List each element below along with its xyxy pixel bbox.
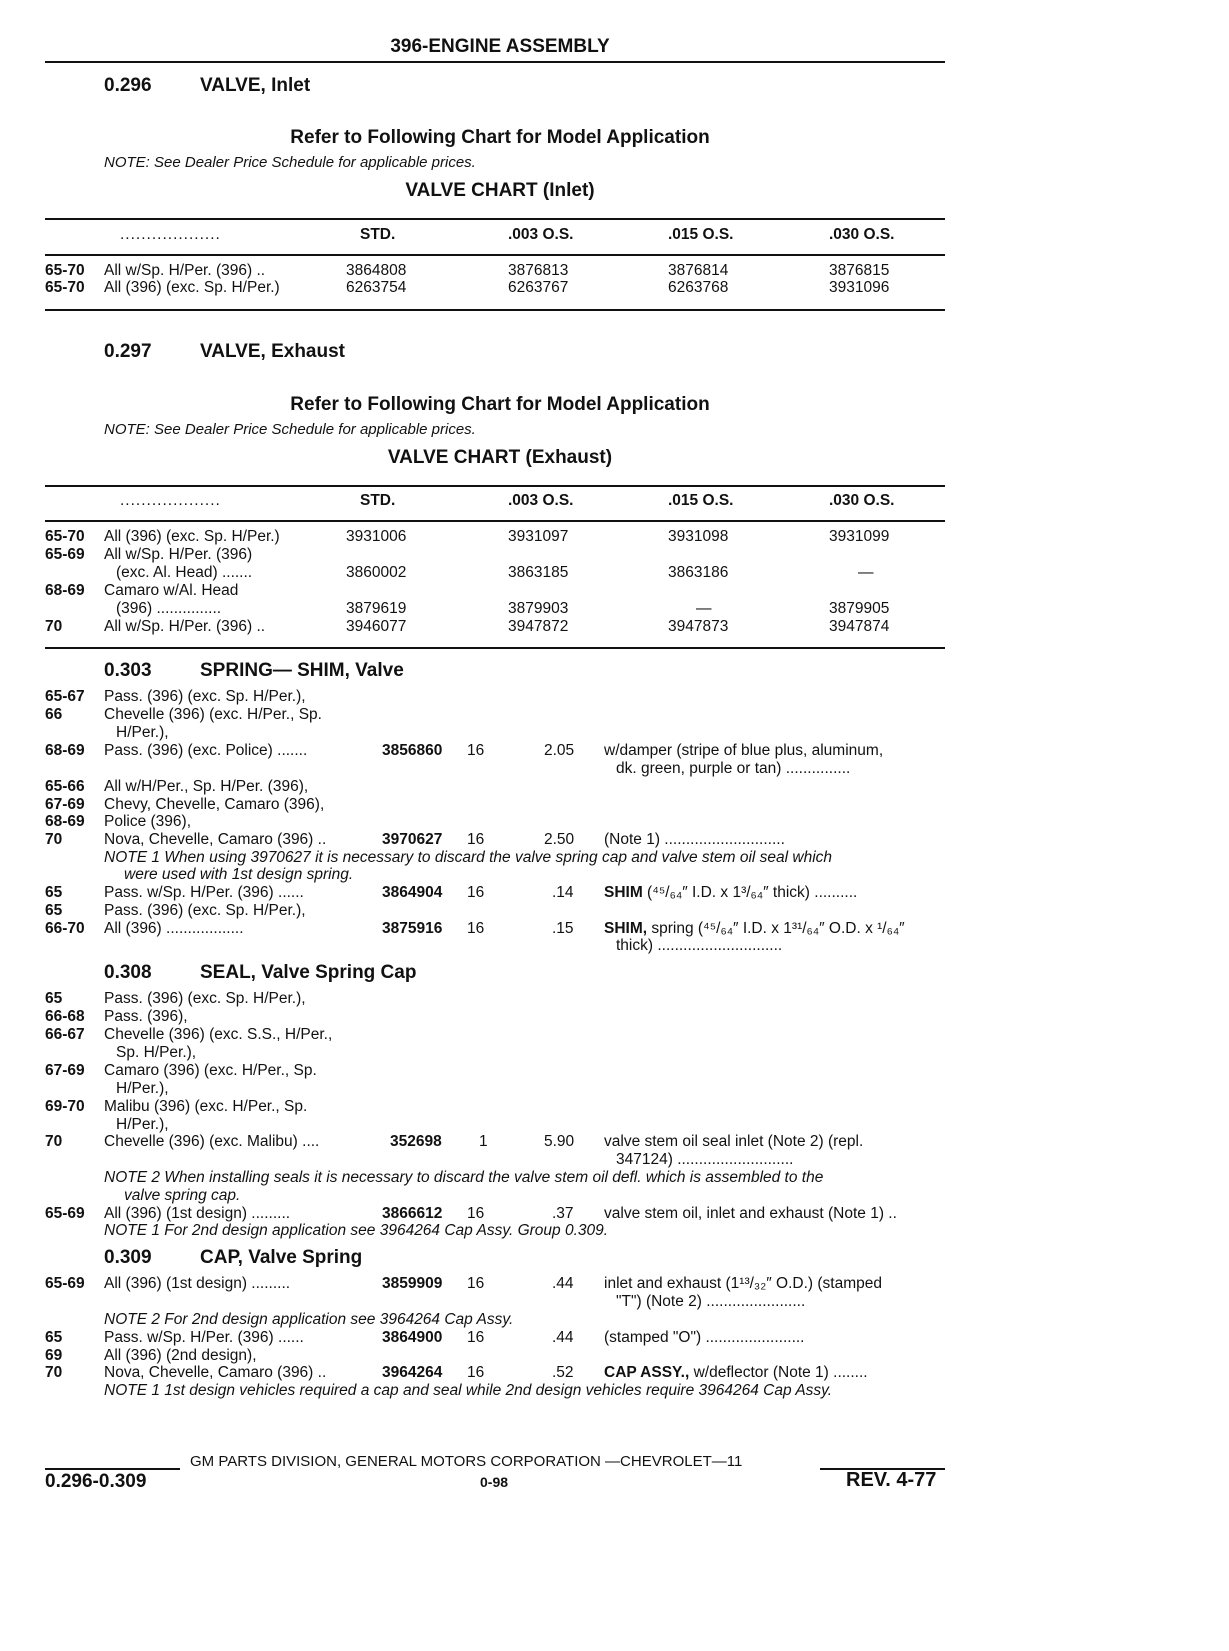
note-text: NOTE 1 1st design vehicles required a cap and seal while 2nd design vehicles require 3964264 Cap Assy. (104, 1382, 833, 1399)
row-015: 3876814 (668, 262, 729, 279)
row-desc: Pass. w/Sp. H/Per. (396) ...... (104, 1329, 304, 1346)
chart-bottom-rule (45, 647, 945, 649)
row-year: 65 (45, 884, 63, 901)
row-030: 3876815 (829, 262, 890, 279)
row-desc: Malibu (396) (exc. H/Per., Sp. (104, 1098, 308, 1115)
price: .14 (552, 884, 574, 901)
part-number: 3964264 (382, 1364, 443, 1381)
quantity: 16 (467, 742, 485, 759)
remarks-cont: thick) ............................. (616, 937, 783, 954)
chart-title-exhaust: VALVE CHART (Exhaust) (387, 447, 613, 468)
row-year: 65-70 (45, 262, 85, 279)
remarks-bold: CAP ASSY., (604, 1364, 690, 1381)
row-desc-cont: H/Per.), (116, 1080, 169, 1097)
part-number: 3864900 (382, 1329, 443, 1346)
note-296: NOTE: See Dealer Price Schedule for applicable prices. (104, 154, 476, 171)
row-year: 65-70 (45, 279, 85, 296)
page-header-title: 396-ENGINE ASSEMBLY (390, 36, 610, 57)
row-year: 65-69 (45, 546, 85, 563)
row-desc-cont: H/Per.), (116, 1116, 169, 1133)
chart-top-rule (45, 218, 945, 220)
quantity: 16 (467, 1364, 485, 1381)
section-number-297: 0.297 (104, 341, 152, 362)
row-desc: Chevy, Chevelle, Camaro (396), (104, 796, 325, 813)
row-015: — (696, 600, 712, 617)
col-header-015: .015 O.S. (668, 226, 734, 243)
section-number-308: 0.308 (104, 962, 152, 983)
quantity: 1 (479, 1133, 488, 1150)
row-desc: Chevelle (396) (exc. H/Per., Sp. (104, 706, 322, 723)
row-year: 65-69 (45, 1275, 85, 1292)
row-003: 6263767 (508, 279, 569, 296)
section-title-309: CAP, Valve Spring (200, 1247, 363, 1268)
col-header-030: .030 O.S. (829, 492, 895, 509)
row-desc: Pass. (396) (exc. Police) ....... (104, 742, 308, 759)
part-number: 3856860 (382, 742, 443, 759)
price: .52 (552, 1364, 574, 1381)
row-desc: All w/Sp. H/Per. (396) (104, 546, 253, 563)
row-desc: All (396) (1st design) ......... (104, 1275, 291, 1292)
header-rule (45, 61, 945, 63)
remarks-rest: spring (⁴⁵/₆₄″ I.D. x 1³¹/₆₄″ O.D. x ¹/₆₄″ (647, 920, 905, 937)
row-year: 66-68 (45, 1008, 85, 1025)
quantity: 16 (467, 1329, 485, 1346)
row-003: 3863185 (508, 564, 569, 581)
row-desc-cont: H/Per.), (116, 724, 169, 741)
row-desc-cont: (396) ............... (116, 600, 222, 617)
row-015: 3947873 (668, 618, 729, 635)
row-030: 3879905 (829, 600, 890, 617)
row-003: 3879903 (508, 600, 569, 617)
remarks-bold: SHIM, (604, 920, 648, 937)
row-desc: All w/Sp. H/Per. (396) .. (104, 262, 266, 279)
row-desc: Pass. (396), (104, 1008, 188, 1025)
row-year: 65-66 (45, 778, 85, 795)
part-number: 352698 (390, 1133, 442, 1150)
part-number: 3875916 (382, 920, 443, 937)
price: 5.90 (544, 1133, 575, 1150)
quantity: 16 (467, 920, 485, 937)
row-desc: All (396) (exc. Sp. H/Per.) (104, 279, 280, 296)
price: 2.05 (544, 742, 575, 759)
chart-title-inlet: VALVE CHART (Inlet) (405, 180, 595, 201)
row-desc: Nova, Chevelle, Camaro (396) .. (104, 1364, 327, 1381)
part-number: 3866612 (382, 1205, 443, 1222)
refer-text-296: Refer to Following Chart for Model Application (290, 127, 710, 148)
row-year: 70 (45, 1133, 63, 1150)
row-year: 65 (45, 1329, 63, 1346)
row-desc: Chevelle (396) (exc. Malibu) .... (104, 1133, 320, 1150)
quantity: 16 (467, 1275, 485, 1292)
note-text-cont: valve spring cap. (124, 1187, 241, 1204)
row-003: 3931097 (508, 528, 569, 545)
footer-rule-left (45, 1468, 180, 1470)
remarks: (Note 1) ............................ (604, 831, 785, 848)
row-std: 3931006 (346, 528, 407, 545)
note-text: NOTE 2 For 2nd design application see 3964264 Cap Assy. (104, 1311, 514, 1328)
row-desc: Pass. (396) (exc. Sp. H/Per.), (104, 688, 306, 705)
row-030: 3931099 (829, 528, 890, 545)
col-header-003: .003 O.S. (508, 492, 574, 509)
row-std: 3860002 (346, 564, 407, 581)
row-year: 65 (45, 990, 63, 1007)
remarks (604, 920, 905, 938)
remarks: w/damper (stripe of blue plus, aluminum, (604, 742, 884, 759)
part-number: 3859909 (382, 1275, 443, 1292)
table-row (45, 262, 85, 280)
row-desc: Camaro w/Al. Head (104, 582, 239, 599)
row-desc: All (396) (1st design) ......... (104, 1205, 291, 1222)
row-030: — (858, 564, 874, 581)
col-header-030: .030 O.S. (829, 226, 895, 243)
section-number-296: 0.296 (104, 75, 152, 96)
row-desc: Nova, Chevelle, Camaro (396) .. (104, 831, 327, 848)
chart-header-rule (45, 254, 945, 256)
remarks: valve stem oil seal inlet (Note 2) (repl. (604, 1133, 864, 1150)
row-desc-cont: Sp. H/Per.), (116, 1044, 197, 1061)
note-text-cont: were used with 1st design spring. (124, 866, 354, 883)
part-number: 3970627 (382, 831, 443, 848)
row-std: 3879619 (346, 600, 407, 617)
row-year: 65-69 (45, 1205, 85, 1222)
row-year: 66-67 (45, 1026, 85, 1043)
remarks (604, 884, 857, 902)
row-year: 66-70 (45, 920, 85, 937)
row-015: 3863186 (668, 564, 729, 581)
remarks-cont: "T") (Note 2) ....................... (616, 1293, 806, 1310)
quantity: 16 (467, 831, 485, 848)
price: .44 (552, 1329, 574, 1346)
row-std: 3946077 (346, 618, 407, 635)
row-030: 3931096 (829, 279, 890, 296)
section-title-303: SPRING— SHIM, Valve (200, 660, 404, 681)
row-year: 70 (45, 831, 63, 848)
col-header-015: .015 O.S. (668, 492, 734, 509)
remarks-cont: dk. green, purple or tan) ............... (616, 760, 851, 777)
part-number: 3864904 (382, 884, 443, 901)
col-header-std: STD. (360, 492, 396, 509)
chart-top-rule (45, 485, 945, 487)
section-title-296: VALVE, Inlet (200, 75, 311, 96)
remarks: valve stem oil, inlet and exhaust (Note 1) .. (604, 1205, 897, 1222)
column-dots: ................... (120, 492, 221, 509)
footer-range: 0.296-0.309 (45, 1471, 147, 1492)
col-header-std: STD. (360, 226, 396, 243)
row-desc: Pass. (396) (exc. Sp. H/Per.), (104, 990, 306, 1007)
refer-text-297: Refer to Following Chart for Model Application (290, 394, 710, 415)
row-year: 67-69 (45, 1062, 85, 1079)
row-year: 68-69 (45, 813, 85, 830)
row-desc: Police (396), (104, 813, 192, 830)
column-dots: ................... (120, 226, 221, 243)
chart-bottom-rule (45, 309, 945, 311)
price: .15 (552, 920, 574, 937)
row-year: 65-70 (45, 528, 85, 545)
note-297: NOTE: See Dealer Price Schedule for applicable prices. (104, 421, 476, 438)
price: .44 (552, 1275, 574, 1292)
row-desc: All (396) .................. (104, 920, 244, 937)
price: .37 (552, 1205, 574, 1222)
quantity: 16 (467, 1205, 485, 1222)
section-number-309: 0.309 (104, 1247, 152, 1268)
row-desc: Camaro (396) (exc. H/Per., Sp. (104, 1062, 317, 1079)
row-year: 65 (45, 902, 63, 919)
remarks-bold: SHIM (604, 884, 643, 901)
footer-revision: REV. 4-77 (846, 1469, 937, 1491)
row-desc: All w/H/Per., Sp. H/Per. (396), (104, 778, 309, 795)
row-003: 3947872 (508, 618, 569, 635)
note-text: NOTE 2 When installing seals it is necessary to discard the valve stem oil defl. which is assembled to the (104, 1169, 824, 1186)
row-year: 66 (45, 706, 63, 723)
col-header-003: .003 O.S. (508, 226, 574, 243)
row-year: 69 (45, 1347, 63, 1364)
row-030: 3947874 (829, 618, 890, 635)
row-year: 65-67 (45, 688, 85, 705)
row-desc: All (396) (exc. Sp. H/Per.) (104, 528, 280, 545)
row-year: 70 (45, 618, 63, 635)
price: 2.50 (544, 831, 575, 848)
section-title-308: SEAL, Valve Spring Cap (200, 962, 417, 983)
row-003: 3876813 (508, 262, 569, 279)
row-year: 68-69 (45, 742, 85, 759)
row-year: 67-69 (45, 796, 85, 813)
row-desc: All (396) (2nd design), (104, 1347, 257, 1364)
note-text: NOTE 1 When using 3970627 it is necessary to discard the valve spring cap and valve stem oil seal which (104, 849, 833, 866)
row-year: 70 (45, 1364, 63, 1381)
row-desc: Pass. (396) (exc. Sp. H/Per.), (104, 902, 306, 919)
row-desc: All w/Sp. H/Per. (396) .. (104, 618, 266, 635)
quantity: 16 (467, 884, 485, 901)
remarks: (stamped "O") ....................... (604, 1329, 805, 1346)
remarks: inlet and exhaust (1¹³/₃₂″ O.D.) (stamped (604, 1275, 882, 1292)
row-std: 3864808 (346, 262, 407, 279)
section-number-303: 0.303 (104, 660, 152, 681)
note-text: NOTE 1 For 2nd design application see 3964264 Cap Assy. Group 0.309. (104, 1222, 609, 1239)
row-std: 6263754 (346, 279, 407, 296)
row-year: 68-69 (45, 582, 85, 599)
row-desc: Chevelle (396) (exc. S.S., H/Per., (104, 1026, 333, 1043)
footer-division: GM PARTS DIVISION, GENERAL MOTORS CORPORATION —CHEVROLET—11 (190, 1453, 743, 1470)
remarks-cont: 347124) ........................... (616, 1151, 794, 1168)
remarks (604, 1364, 868, 1382)
chart-header-rule (45, 520, 945, 522)
row-desc-cont: (exc. Al. Head) ....... (116, 564, 253, 581)
section-title-297: VALVE, Exhaust (200, 341, 345, 362)
footer-page-number: 0-98 (480, 1474, 509, 1490)
remarks-rest: (⁴⁵/₆₄″ I.D. x 1³/₆₄″ thick) .......... (642, 884, 858, 901)
row-015: 3931098 (668, 528, 729, 545)
row-015: 6263768 (668, 279, 729, 296)
remarks-rest: w/deflector (Note 1) ........ (689, 1364, 868, 1381)
row-desc: Pass. w/Sp. H/Per. (396) ...... (104, 884, 304, 901)
row-year: 69-70 (45, 1098, 85, 1115)
